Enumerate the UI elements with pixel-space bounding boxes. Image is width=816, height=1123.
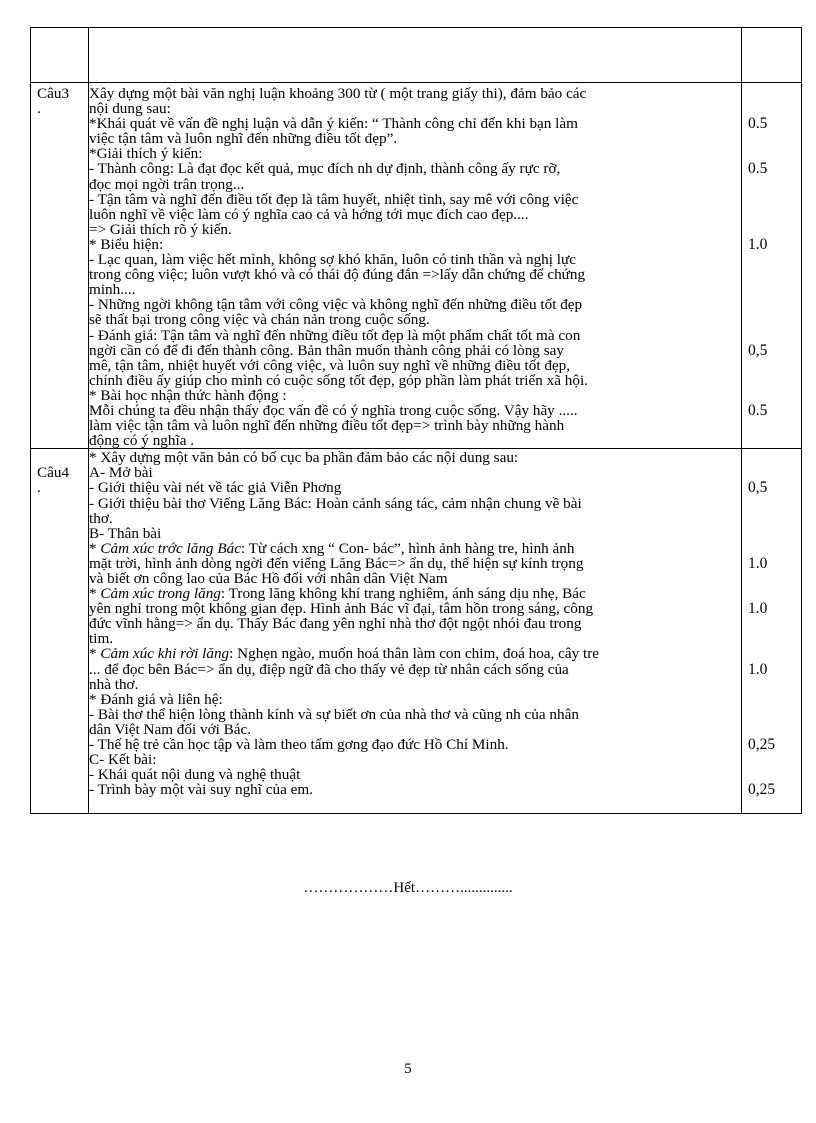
content-line bbox=[89, 252, 741, 267]
content-line bbox=[89, 631, 741, 646]
score-value bbox=[742, 616, 801, 631]
text-run: và biết ơn công lao của Bác Hồ đối với nhân dân Việt Nam bbox=[89, 571, 448, 587]
question-number: Câu4 bbox=[37, 465, 70, 481]
content-line bbox=[89, 782, 741, 797]
score-value bbox=[742, 86, 801, 101]
text-run: - Trình bày một vài suy nghĩ của em. bbox=[89, 782, 314, 798]
score-value bbox=[742, 541, 801, 556]
text-run: động có ý nghĩa . bbox=[89, 433, 195, 449]
text-run: - Những ngời không tận tâm với công việc và không nghĩ đến những điều tốt đẹp bbox=[89, 297, 583, 313]
score-value bbox=[742, 692, 801, 707]
content-line bbox=[89, 737, 741, 752]
question-number: . bbox=[37, 480, 41, 496]
empty-cell bbox=[31, 28, 89, 83]
content-line bbox=[89, 192, 741, 207]
content-line bbox=[89, 131, 741, 146]
score-value bbox=[742, 752, 801, 767]
question-content bbox=[89, 83, 742, 449]
score-value bbox=[742, 388, 801, 403]
italic-heading: Cảm xúc trong lăng bbox=[100, 586, 221, 602]
text-run: * Bài học nhận thức hành động : bbox=[89, 387, 287, 403]
text-run: - Thế hệ trẻ cần học tập và làm theo tấm gơng đạo đức Hồ Chí Minh. bbox=[89, 737, 509, 753]
text-run: * Xây dựng một văn bản có bố cục ba phần đảm bảo các nội dung sau: bbox=[89, 450, 519, 466]
score-value bbox=[742, 677, 801, 692]
score-value bbox=[742, 418, 801, 433]
text-run: minh.... bbox=[89, 282, 136, 298]
score-value bbox=[742, 267, 801, 282]
content-line bbox=[89, 328, 741, 343]
content-line bbox=[89, 450, 741, 465]
score-value bbox=[742, 511, 801, 526]
italic-heading: Cảm xúc trớc lăng Bác bbox=[100, 540, 241, 556]
text-run: - Thành công: Là đạt đọc kết quả, mục đích nh dự định, thành công ấy rực rỡ, bbox=[89, 161, 561, 177]
score-value: 0.5 bbox=[748, 115, 768, 133]
text-run: mặt trời, hình ảnh dòng ngời đến viếng Lăng Bác=> ẩn dụ, thể hiện sự kính trọng bbox=[89, 555, 584, 571]
content-line bbox=[89, 222, 741, 237]
content-line bbox=[89, 541, 741, 556]
content-line bbox=[89, 601, 741, 616]
content-line bbox=[89, 116, 741, 131]
content-line bbox=[89, 496, 741, 511]
content-line bbox=[89, 722, 741, 737]
table-row bbox=[31, 83, 802, 449]
content-line bbox=[89, 752, 741, 767]
text-run: việc tận tâm và luôn nghĩ đến những điều tốt đẹp”. bbox=[89, 131, 398, 147]
question-label bbox=[31, 83, 89, 449]
score-value bbox=[742, 252, 801, 267]
text-run: Mỗi chúng ta đều nhận thấy đọc vấn đề có ý nghĩa trong cuộc sống. Vậy hãy ..... bbox=[89, 402, 578, 419]
text-run: : Trong lăng không khí trang nghiêm, ánh sáng dịu nhẹ, Bác bbox=[220, 586, 586, 602]
text-run: A- Mở bài bbox=[89, 465, 153, 481]
content-line bbox=[89, 343, 741, 358]
text-run: luôn nghĩ về việc làm có ý nghĩa cao cả và hớng tới mục đích cao đẹp.... bbox=[89, 206, 529, 222]
score-value bbox=[742, 222, 801, 237]
score-value bbox=[742, 297, 801, 312]
score-value: 1.0 bbox=[748, 660, 768, 678]
score-value bbox=[742, 526, 801, 541]
empty-cell bbox=[742, 28, 802, 83]
score-value: 0.5 bbox=[748, 160, 768, 178]
content-line bbox=[89, 403, 741, 418]
content-line bbox=[89, 465, 741, 480]
text-run: nội dung sau: bbox=[89, 101, 171, 117]
text-run: * bbox=[89, 586, 101, 602]
question-content bbox=[89, 449, 742, 813]
text-run: làm việc tận tâm và luôn nghĩ đến những điều tốt đẹp=> trình bày những hành bbox=[89, 418, 565, 434]
score-value bbox=[742, 631, 801, 646]
text-run: : Từ cách xng “ Con- bác”, hình ảnh hàng tre, hình ảnh bbox=[240, 540, 575, 556]
text-run: trong công việc; luôn vượt khó và có thái độ đúng đắn =>lấy dẫn chứng để chứng bbox=[89, 267, 586, 283]
content-line bbox=[89, 767, 741, 782]
content-line bbox=[89, 646, 741, 661]
content-line bbox=[89, 707, 741, 722]
score-column bbox=[742, 449, 802, 813]
text-run: - Lạc quan, làm việc hết mình, không sợ khó khăn, luôn có tinh thần và nghị lực bbox=[89, 252, 576, 268]
content-line bbox=[89, 616, 741, 631]
score-value bbox=[742, 282, 801, 297]
text-run: - Khái quát nội dung và nghệ thuật bbox=[89, 767, 301, 783]
score-value bbox=[742, 131, 801, 146]
page-number: 5 bbox=[404, 1061, 412, 1077]
score-value bbox=[742, 312, 801, 327]
content-line bbox=[89, 662, 741, 677]
empty-cell bbox=[89, 28, 742, 83]
text-run: => Giải thích rõ ý kiến. bbox=[89, 221, 232, 237]
score-value: 0.5 bbox=[748, 401, 768, 419]
question-number: . bbox=[37, 101, 41, 117]
content-line bbox=[89, 237, 741, 252]
score-value bbox=[742, 328, 801, 343]
score-column bbox=[742, 83, 802, 449]
score-value bbox=[742, 797, 801, 812]
score-value bbox=[742, 433, 801, 448]
score-value bbox=[742, 646, 801, 661]
content-line bbox=[89, 480, 741, 495]
text-run: đức vĩnh hằng=> ẩn dụ. Thấy Bác đang yên nghỉ nhà thơ đột ngột nhói đau trong bbox=[89, 616, 582, 632]
content-line bbox=[89, 282, 741, 297]
content-line bbox=[89, 358, 741, 373]
score-value: 0,25 bbox=[748, 781, 776, 799]
content-line bbox=[89, 161, 741, 176]
score-value bbox=[742, 586, 801, 601]
text-run: B- Thân bài bbox=[89, 525, 162, 541]
score-value bbox=[742, 207, 801, 222]
score-value bbox=[742, 722, 801, 737]
text-run: ... để đọc bên Bác=> ẩn dụ, điệp ngữ đã cho thấy vẻ đẹp từ nhân cách sống của bbox=[89, 661, 569, 677]
score-value bbox=[742, 101, 801, 116]
text-run: nhà thơ. bbox=[89, 676, 139, 692]
score-value: 0,25 bbox=[748, 736, 776, 754]
text-run: * Biểu hiện: bbox=[89, 236, 164, 253]
text-run: sẽ thất bại trong công việc và chán nản trong cuộc sống. bbox=[89, 312, 430, 328]
score-value: 0,5 bbox=[748, 479, 768, 497]
score-value bbox=[742, 465, 801, 480]
score-value: 1.0 bbox=[748, 600, 768, 618]
text-run: thơ. bbox=[89, 510, 113, 526]
answer-table bbox=[30, 27, 802, 814]
content-line bbox=[89, 207, 741, 222]
score-value bbox=[742, 496, 801, 511]
text-run: dân Việt Nam đối với Bác. bbox=[89, 721, 252, 738]
score-value: 1.0 bbox=[748, 554, 768, 572]
content-line bbox=[89, 526, 741, 541]
text-run: - Giới thiệu bài thơ Viếng Lăng Bác: Hoàn cảnh sáng tác, cảm nhận chung về bài bbox=[89, 495, 582, 511]
text-run: *Khái quát về vấn đề nghị luận và dẫn ý kiến: “ Thành công chỉ đến khi bạn làm bbox=[89, 116, 578, 132]
content-line bbox=[89, 373, 741, 388]
text-run: tim. bbox=[89, 631, 114, 647]
text-run: : Nghẹn ngào, muốn hoá thân làm con chim, đoá hoa, cây tre bbox=[229, 646, 600, 662]
italic-heading: Cảm xúc khi rời lăng bbox=[100, 646, 230, 662]
score-value bbox=[742, 707, 801, 722]
score-value bbox=[742, 358, 801, 373]
score-value: 1.0 bbox=[748, 235, 768, 253]
score-value bbox=[742, 373, 801, 388]
content-line bbox=[89, 312, 741, 327]
content-line bbox=[89, 571, 741, 586]
content-line bbox=[89, 86, 741, 101]
score-value bbox=[742, 177, 801, 192]
score-value bbox=[742, 146, 801, 161]
content-line bbox=[89, 146, 741, 161]
text-run: * bbox=[89, 540, 101, 556]
content-line bbox=[89, 297, 741, 312]
text-run: *Giải thích ý kiến: bbox=[89, 146, 203, 162]
score-value bbox=[742, 450, 801, 465]
text-run: ngời cần có để đi đến thành công. Bản thân muốn thành công phải có lòng say bbox=[89, 342, 564, 358]
text-run: mê, tận tâm, nhiệt huyết với công việc, và luôn suy nghĩ về những điều tốt đẹp, bbox=[89, 357, 571, 373]
content-line bbox=[89, 586, 741, 601]
content-line bbox=[89, 267, 741, 282]
score-value bbox=[742, 767, 801, 782]
content-line bbox=[89, 388, 741, 403]
text-run: C- Kết bài: bbox=[89, 752, 157, 768]
text-run: yên nghỉ trong một không gian đẹp. Hình ảnh Bác vĩ đại, tâm hồn trong sáng, công bbox=[89, 601, 594, 617]
content-line bbox=[89, 511, 741, 526]
score-value bbox=[742, 192, 801, 207]
text-run: - Đánh giá: Tận tâm và nghĩ đến những điều tốt đẹp là một phẩm chất tốt mà con bbox=[89, 327, 581, 343]
text-run: - Bài thơ thể hiện lòng thành kính và sự biết ơn của nhà thơ và cũng nh của nhân bbox=[89, 706, 579, 722]
content-line bbox=[89, 556, 741, 571]
table-row bbox=[31, 449, 802, 813]
text-run: * bbox=[89, 646, 101, 662]
content-line bbox=[89, 677, 741, 692]
text-run: chính điều ấy giúp cho mình có cuộc sống tốt đẹp, góp phần làm phát triển xã hội. bbox=[89, 372, 588, 388]
score-value: 0,5 bbox=[748, 341, 768, 359]
score-value bbox=[742, 571, 801, 586]
text-run: đọc mọi ngời trân trọng... bbox=[89, 176, 245, 192]
question-number bbox=[37, 450, 88, 465]
table-row bbox=[31, 28, 802, 83]
question-label bbox=[31, 449, 89, 813]
question-number: Câu3 bbox=[37, 86, 70, 102]
text-run: Xây dựng một bài văn nghị luận khoảng 300 từ ( một trang giấy thi), đảm bảo các bbox=[89, 86, 587, 102]
end-marker: ………………Hết……….............. bbox=[303, 880, 513, 896]
text-run: * Đánh giá và liên hệ: bbox=[89, 691, 223, 707]
content-line bbox=[89, 418, 741, 433]
content-line bbox=[89, 177, 741, 192]
content-line bbox=[89, 433, 741, 448]
content-line bbox=[89, 101, 741, 116]
text-run: - Giới thiệu vài nét về tác giả Viễn Phơng bbox=[89, 480, 342, 496]
text-run: - Tận tâm và nghĩ đến điều tốt đẹp là tâm huyết, nhiệt tình, say mê với công việc bbox=[89, 191, 579, 207]
content-line bbox=[89, 692, 741, 707]
